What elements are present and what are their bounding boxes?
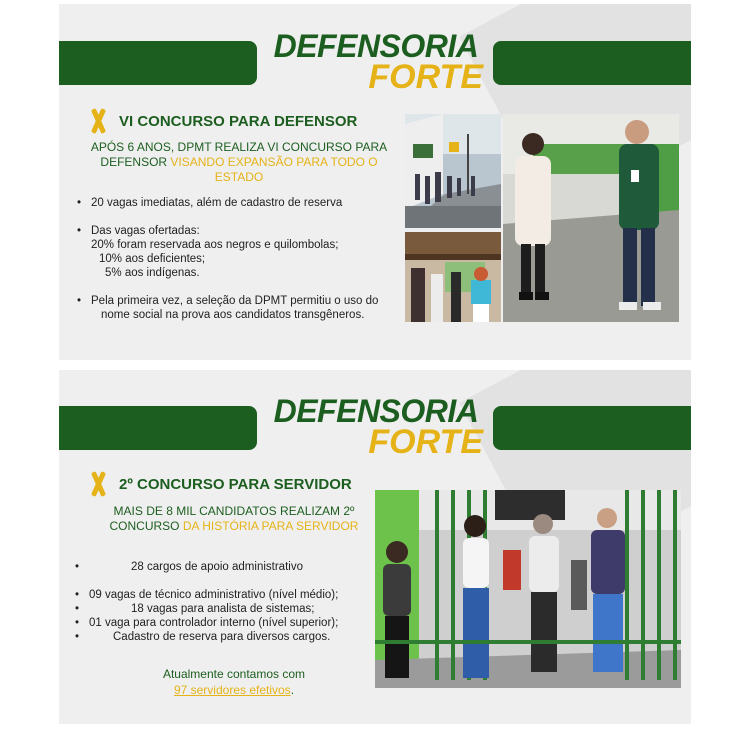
bullet-item: • 20 vagas imediatas, além de cadastro de reserva [77, 196, 407, 210]
defensoria-forte-logo: DEFENSORIA FORTE [273, 393, 483, 461]
bullet-item: • 18 vagas para analista de sistemas; [75, 602, 385, 616]
servidores-count: 97 servidores efetivos [173, 683, 291, 697]
section-heading [87, 471, 352, 497]
section-subtitle: APÓS 6 ANOS, DPMT REALIZA VI CONCURSO PARA DEFENSOR VISANDO EXPANSÃO PARA TODO O ESTADO [90, 140, 388, 184]
bullet-subline: 10% aos deficientes; [99, 253, 206, 265]
header-band-right [493, 406, 691, 450]
bullet-item: • Pela primeira vez, a seleção da DPMT permitiu o uso do [77, 294, 407, 308]
subtitle-highlight: VISANDO EXPANSÃO PARA TODO O ESTADO [170, 155, 378, 184]
heading-text: 2º CONCURSO PARA SERVIDOR [119, 475, 352, 493]
defensoria-forte-logo: DEFENSORIA FORTE [273, 28, 483, 96]
header-band-left [59, 406, 257, 450]
bullet-subline: nome social na prova aos candidatos transgêneros. [101, 309, 365, 321]
closing-text: Atualmente contamos com 97 servidores efetivos. [162, 667, 306, 697]
heading-text: VI CONCURSO PARA DEFENSOR [119, 112, 358, 130]
bullet-subline: 20% foram reservada aos negros e quilombolas; [91, 239, 339, 251]
bullet-subline: 5% aos indígenas. [105, 267, 200, 279]
photo-candidates-entrance [375, 490, 681, 688]
bullet-item: • Cadastro de reserva para diversos cargos. [75, 630, 385, 644]
section-subtitle: MAIS DE 8 MIL CANDIDATOS REALIZAM 2º CONCURSO DA HISTÓRIA PARA SERVIDOR [109, 504, 359, 533]
bullet-item: • 28 cargos de apoio administrativo [75, 560, 385, 574]
bullet-item: • 09 vagas de técnico administrativo (nível médio); [75, 588, 385, 602]
x-mark-icon [87, 471, 109, 497]
photo-staff-talking [503, 114, 679, 322]
photo-lobby-queue [405, 232, 501, 322]
x-mark-icon [87, 108, 109, 134]
header-band-left [59, 41, 257, 85]
subtitle-highlight: DA HISTÓRIA PARA SERVIDOR [182, 519, 359, 533]
bullet-item: • 01 vaga para controlador interno (nível superior); [75, 616, 385, 630]
bullet-list [75, 560, 385, 644]
header-band-right [493, 41, 691, 85]
photo-street-candidates [405, 114, 501, 228]
section-heading [87, 108, 357, 134]
slide-concurso-servidor [59, 370, 691, 724]
bullet-list [77, 196, 407, 322]
slide-vi-concurso-defensor [59, 4, 691, 360]
bullet-item: • Das vagas ofertadas: [77, 224, 407, 238]
